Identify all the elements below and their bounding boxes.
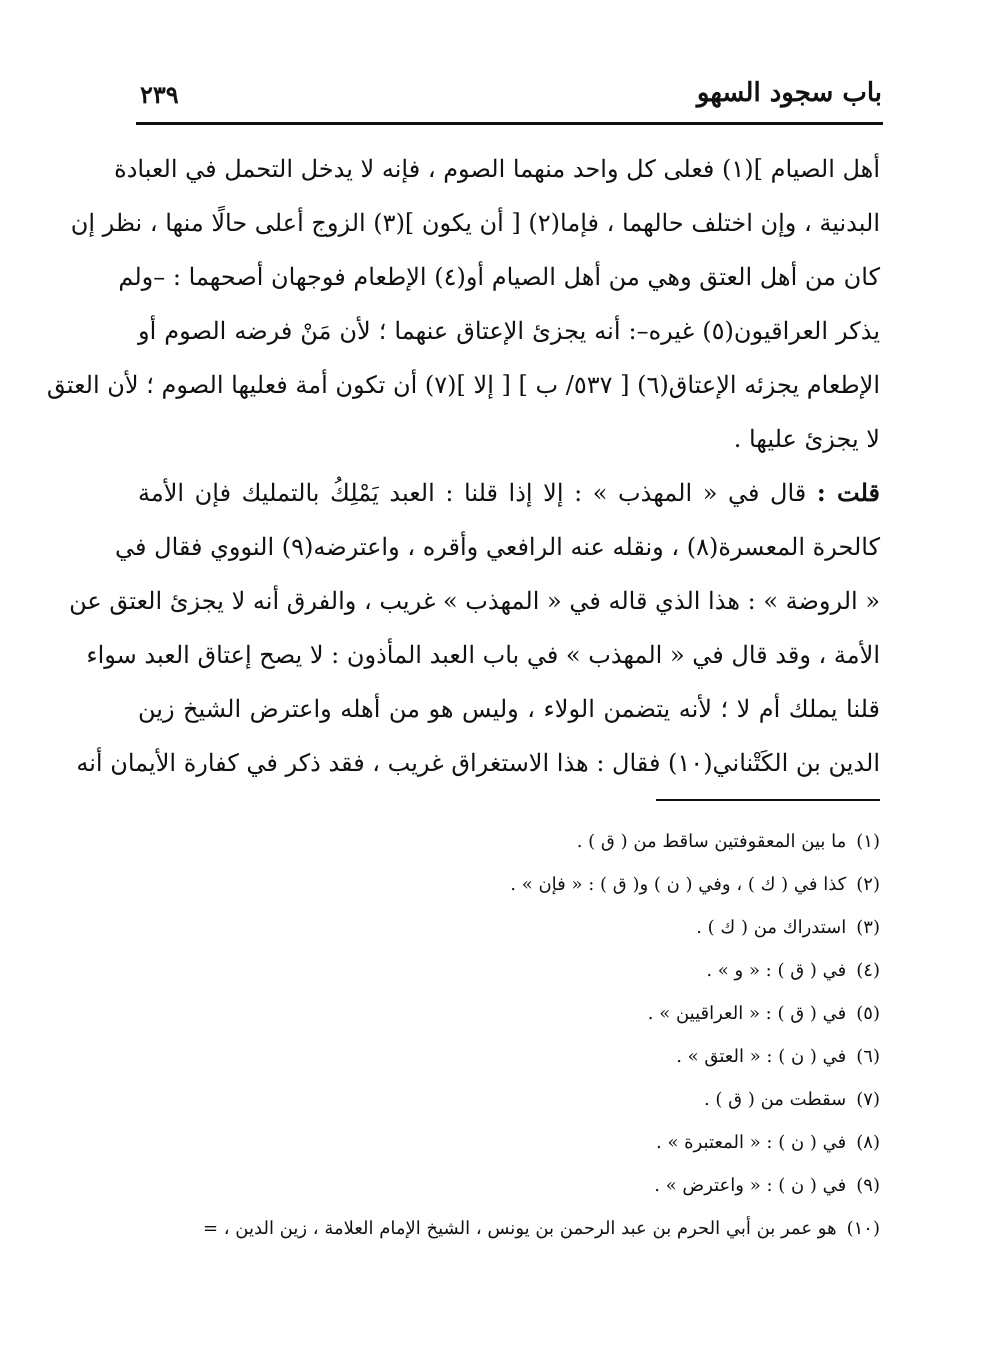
footnote (150, 863, 880, 906)
page-number: ٢٣٩ (140, 80, 179, 109)
main-text (46, 142, 881, 790)
footnote-number: (١) (856, 831, 880, 852)
footnote-text: في ( ق ) : « العراقيين » . (647, 1003, 847, 1024)
footnote-number: (١٠) (846, 1218, 880, 1239)
footnote-text: في ( ن ) : « المعتبرة » . (656, 1132, 847, 1153)
text-line: كالحرة المعسرة(٨) ، ونقله عنه الرافعي وأقره ، واعترضه(٩) النووي فقال في (115, 533, 880, 561)
header-rule (136, 122, 883, 125)
text-line: يذكر العراقيون(٥) غيره–: أنه يجزئ الإعتاق عنهما ؛ لأن مَنْ فرضه الصوم أو (138, 317, 880, 345)
running-header (140, 78, 882, 118)
text-line: الأمة ، وقد قال في « المهذب » في باب العبد المأذون : لا يصح إعتاق العبد سواء (86, 641, 880, 669)
footnote-text: في ( ن ) : « العتق » . (676, 1046, 847, 1067)
footnote-text: في ( ق ) : « و » . (706, 960, 847, 981)
text-line: البدنية ، وإن اختلف حالهما ، فإما(٢) [ أن يكون ](٣) الزوج أعلى حالًا منها ، نظر إن (70, 209, 880, 237)
footnote-number: (٥) (856, 1003, 880, 1024)
footnotes (150, 820, 880, 1250)
footnote (150, 1207, 880, 1250)
text-line: الدين بن الكَتْناني(١٠) فقال : هذا الاستغراق غريب ، فقد ذكر في كفارة الأيمان أنه (76, 749, 880, 777)
footnote-rule (656, 799, 880, 801)
paragraph-label: قلت : (816, 478, 881, 507)
footnote (150, 820, 880, 863)
footnote-number: (٨) (856, 1132, 880, 1153)
footnote (150, 992, 880, 1035)
text-line: لا يجزئ عليها . (733, 425, 880, 453)
footnote-text: سقطت من ( ق ) . (703, 1089, 847, 1110)
chapter-title: باب سجود السهو (696, 78, 882, 108)
footnote-number: (٩) (856, 1175, 880, 1196)
footnote (150, 949, 880, 992)
footnote-number: (٦) (856, 1046, 880, 1067)
footnote-number: (٤) (856, 960, 880, 981)
text-line: كان من أهل العتق وهي من أهل الصيام أو(٤) الإطعام فوجهان أصحهما : –ولم (118, 263, 880, 291)
footnote-text: استدراك من ( ك ) . (696, 917, 847, 938)
footnote-number: (٣) (856, 917, 880, 938)
footnote-text: هو عمر بن أبي الحرم بن عبد الرحمن بن يونس ، الشيخ الإمام العلامة ، زين الدين ، = (202, 1218, 837, 1239)
footnote-text: في ( ن ) : « واعترض » . (654, 1175, 847, 1196)
footnote (150, 1078, 880, 1121)
footnote (150, 1164, 880, 1207)
text-line: أهل الصيام ](١) فعلى كل واحد منهما الصوم ، فإنه لا يدخل التحمل في العبادة (114, 155, 880, 183)
text-line: قال في « المهذب » : إلا إذا قلنا : العبد يَمْلِكُ بالتمليك فإن الأمة (138, 479, 807, 507)
footnote-number: (٧) (856, 1089, 880, 1110)
footnote (150, 1121, 880, 1164)
text-line: قلنا يملك أم لا ؛ لأنه يتضمن الولاء ، وليس هو من أهله واعترض الشيخ زين (138, 695, 880, 723)
footnote-text: كذا في ( ك ) ، وفي ( ن ) و( ق ) : « فإن » . (510, 874, 847, 895)
footnote (150, 906, 880, 949)
text-line: الإطعام يجزئه الإعتاق(٦) [ ٥٣٧/ ب ] [ إلا ](٧) أن تكون أمة فعليها الصوم ؛ لأن العتق (46, 371, 880, 399)
text-line: « الروضة » : هذا الذي قاله في « المهذب » غريب ، والفرق أنه لا يجزئ العتق عن (69, 587, 880, 615)
footnote-text: ما بين المعقوفتين ساقط من ( ق ) . (576, 831, 847, 852)
footnote (150, 1035, 880, 1078)
footnote-number: (٢) (856, 874, 880, 895)
paragraph-first-line (138, 466, 880, 520)
